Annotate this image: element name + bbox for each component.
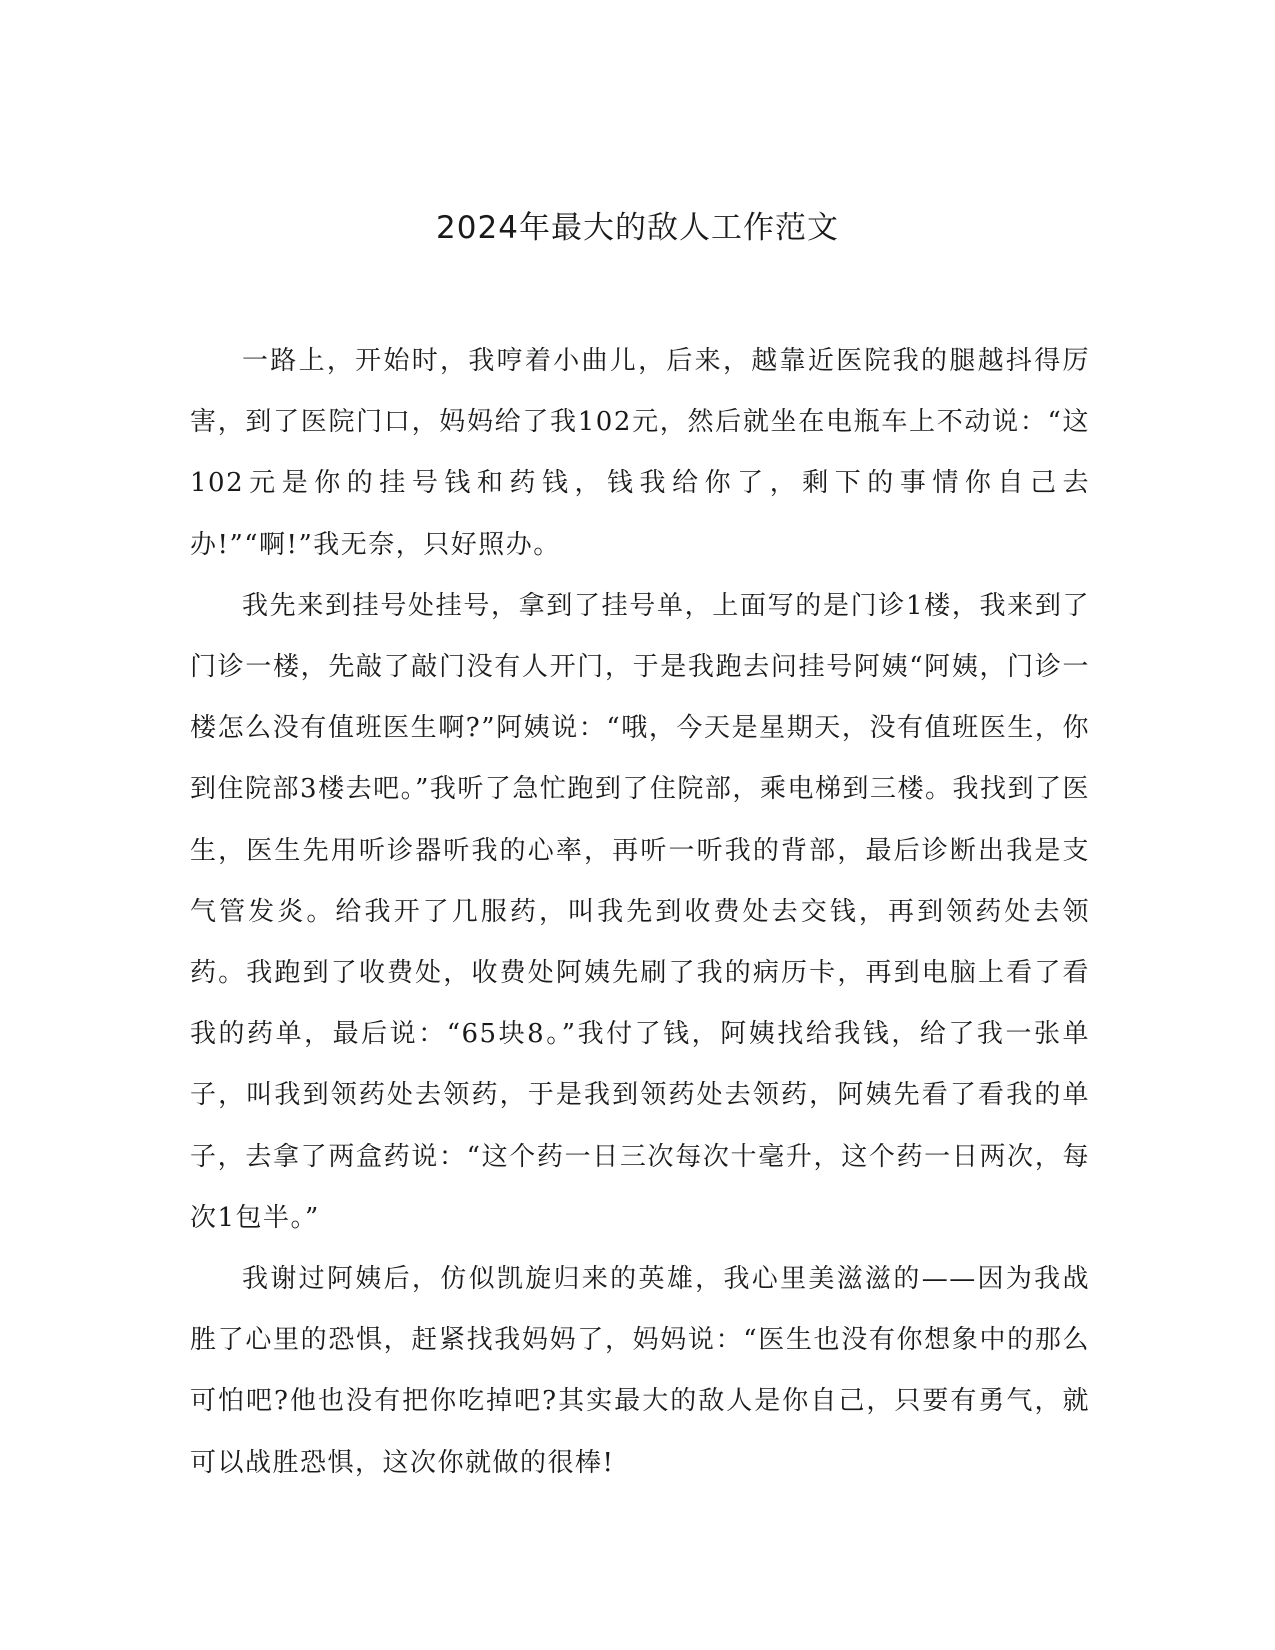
paragraph-3: 我谢过阿姨后，仿似凯旋归来的英雄，我心里美滋滋的——因为我战胜了心里的恐惧，赶紧找我妈妈了，妈妈说：“医生也没有你想象中的那么可怕吧?他也没有把你吃掉吧?其实最大的敌人是你自己，只要有勇气，就可以战胜恐惧，这次你就做的很棒! (190, 1264, 1090, 1478)
document-title: 2024年最大的敌人工作范文 (436, 210, 839, 246)
paragraph-2: 我先来到挂号处挂号，拿到了挂号单，上面写的是门诊1楼，我来到了门诊一楼，先敲了敲门没有人开门，于是我跑去问挂号阿姨“阿姨，门诊一楼怎么没有值班医生啊?”阿姨说：“哦，今天是星期天，没有值班医生，你到住院部3楼去吧。”我听了急忙跑到了住院部，乘电梯到三楼。我找到了医生，医生先用听诊器听我的心率，再听一听我的背部，最后诊断出我是支气管发炎。给我开了几服药，叫我先到收费处去交钱，再到领药处去领药。我跑到了收费处，收费处阿姨先刷了我的病历卡，再到电脑上看了看我的药单，最后说：“65块8。”我付了钱，阿姨找给我钱，给了我一张单子，叫我到领药处去领药，于是我到领药处去领药，阿姨先看了看我的单子，去拿了两盒药说：“这个药一日三次每次十毫升，这个药一日两次，每次1包半。” (190, 590, 1090, 1233)
paragraph-1: 一路上，开始时，我哼着小曲儿，后来，越靠近医院我的腿越抖得厉害，到了医院门口，妈妈给了我102元，然后就坐在电瓶车上不动说：“这102元是你的挂号钱和药钱，钱我给你了，剩下的事情你自己去办!”“啊!”我无奈，只好照办。 (190, 346, 1090, 560)
document-body (190, 331, 1090, 1494)
